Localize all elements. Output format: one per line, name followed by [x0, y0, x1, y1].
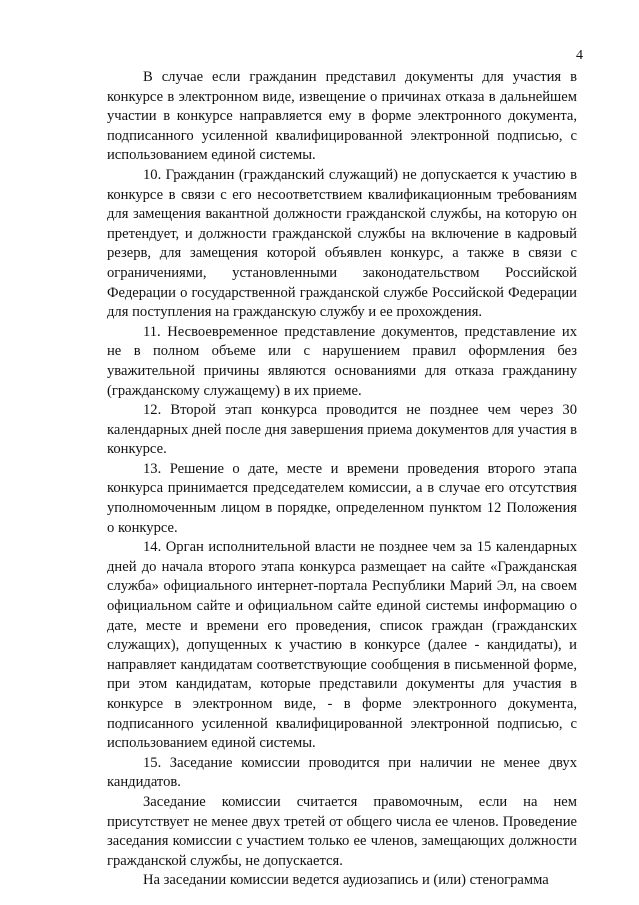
page-number: 4 [576, 48, 583, 63]
paragraph-quorum: Заседание комиссии считается правомочным, если на нем присутствует не менее двух третей от общего числа ее членов. Проведение заседания комиссии с участием только ее членов, замещающих должности гражданской службы, не допускается. [107, 793, 577, 869]
paragraph-11: 11. Несвоевременное представление документов, представление их не в полном объеме или с нарушением правил оформления без уважительной причины являются основаниями для отказа гражданину (гражданскому служащему) в их приеме. [107, 323, 577, 399]
paragraph-15: 15. Заседание комиссии проводится при наличии не менее двух кандидатов. [107, 754, 577, 791]
paragraph-electronic-refusal: В случае если гражданин представил документы для участия в конкурсе в электронном виде, извещение о причинах отказа в дальнейшем участии в конкурсе направляется ему в форме электронного документа, подписанного усиленной квалифицированной электронной подписью, с использованием единой системы. [107, 69, 577, 164]
paragraph-12: 12. Второй этап конкурса проводится не позднее чем через 30 календарных дней после дня завершения приема документов для участия в конкурсе. [107, 402, 577, 458]
document-body [107, 68, 577, 891]
paragraph-13: 13. Решение о дате, месте и времени проведения второго этапа конкурса принимается председателем комиссии, а в случае его отсутствия уполномоченным лицом в порядке, определенном пунктом 12 Положения о конкурсе. [107, 460, 577, 536]
paragraph-14: 14. Орган исполнительной власти не позднее чем за 15 календарных дней до начала второго этапа конкурса размещает на сайте «Гражданская служба» официального интернет-портала Республики Марий Эл, на своем официальном сайте и официальном сайте единой системы информацию о дате, месте и времени его проведения, список граждан (гражданских служащих), допущенных к участию в конкурсе (далее - кандидаты), и направляет кандидатам соответствующие сообщения в письменной форме, при этом кандидатам, которые представили документы для участия в конкурсе в электронном виде, - в форме электронного документа, подписанного усиленной квалифицированной электронной подписью, с использованием единой системы. [107, 539, 577, 752]
paragraph-recording: На заседании комиссии ведется аудиозапись и (или) стенограмма [143, 872, 549, 889]
paragraph-10: 10. Гражданин (гражданский служащий) не допускается к участию в конкурсе в связи с его несоответствием квалификационным требованиям для замещения вакантной должности гражданской службы, на которую он претендует, и должности гражданской службы на включение в кадровый резерв, для замещения которой объявлен конкурс, а также в связи с ограничениями, установленными законодательством Российской Федерации о государственной гражданской службе Российской Федерации для поступления на гражданскую службу и ее прохождения. [107, 166, 577, 321]
